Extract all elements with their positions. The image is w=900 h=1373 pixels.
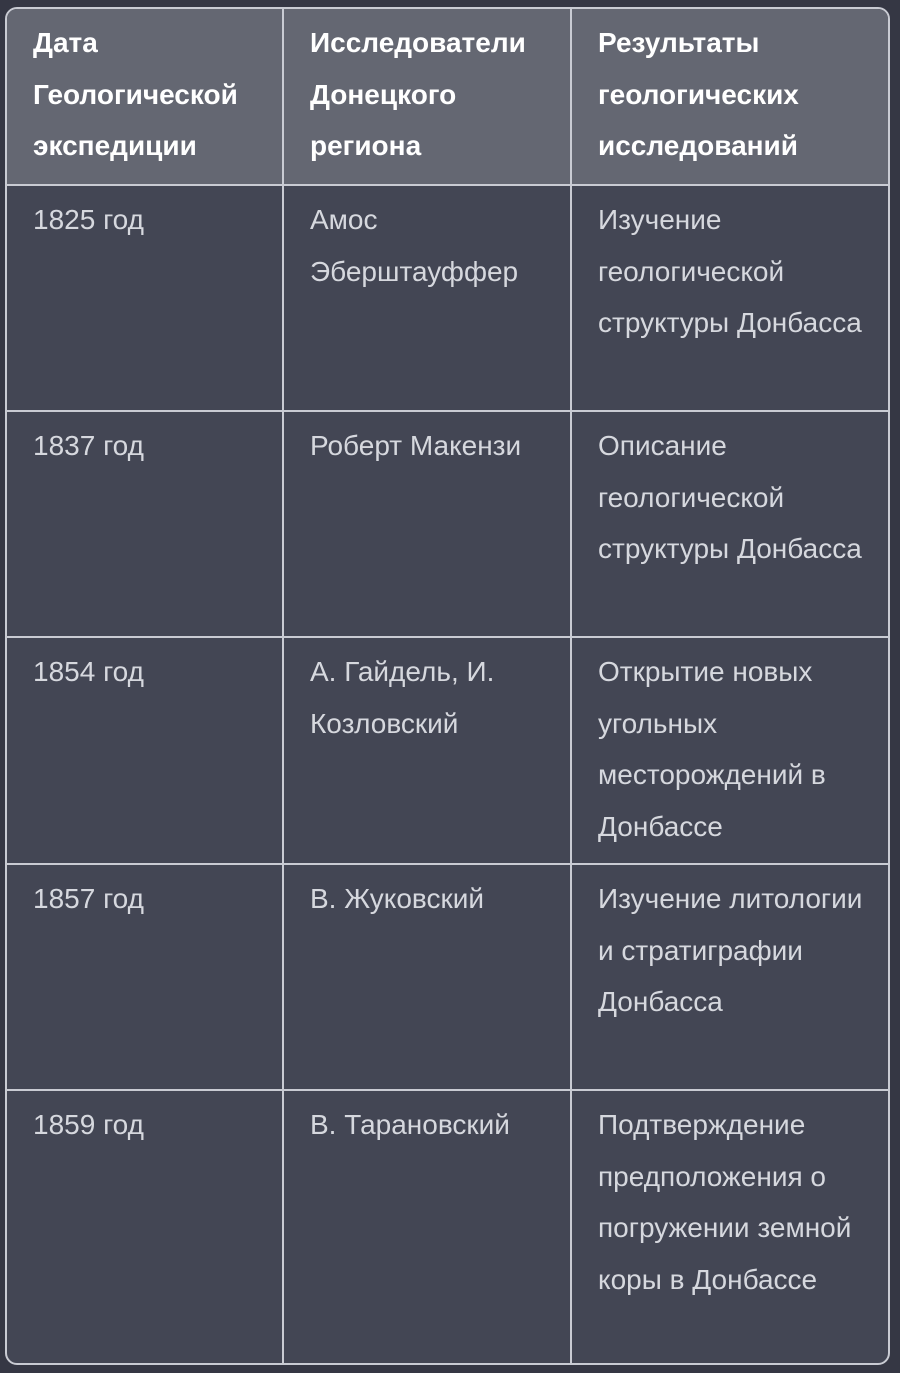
cell-date-text: 1825 год xyxy=(33,204,144,235)
cell-results-text: Открытие новых угольных месторождений в Донбассе xyxy=(598,656,826,843)
header-researchers xyxy=(283,9,571,185)
cell-results xyxy=(571,411,888,637)
table-row xyxy=(7,864,888,1090)
header-date-label: Дата Геологической экспедиции xyxy=(33,27,238,162)
cell-researchers xyxy=(283,637,571,864)
cell-results xyxy=(571,864,888,1090)
cell-researchers-text: А. Гайдель, И. Козловский xyxy=(310,656,495,739)
cell-results xyxy=(571,637,888,864)
table-row xyxy=(7,637,888,864)
cell-results xyxy=(571,1090,888,1363)
table-body xyxy=(7,185,888,1363)
cell-date xyxy=(7,1090,283,1363)
cell-date-text: 1837 год xyxy=(33,430,144,461)
cell-results-text: Изучение геологической структуры Донбасса xyxy=(598,204,862,339)
cell-results xyxy=(571,185,888,411)
header-row xyxy=(7,9,888,185)
cell-researchers xyxy=(283,864,571,1090)
cell-researchers xyxy=(283,411,571,637)
header-researchers-label: Исследователи Донецкого региона xyxy=(310,27,526,162)
table-header xyxy=(7,9,888,185)
header-results-label: Результаты геологических исследований xyxy=(598,27,799,162)
cell-date-text: 1857 год xyxy=(33,883,144,914)
cell-date xyxy=(7,637,283,864)
cell-date xyxy=(7,185,283,411)
cell-researchers-text: Амос Эберштауффер xyxy=(310,204,519,287)
cell-date-text: 1859 год xyxy=(33,1109,144,1140)
header-date xyxy=(7,9,283,185)
expeditions-table-container xyxy=(5,7,890,1365)
expeditions-table xyxy=(7,9,888,1363)
cell-researchers-text: Роберт Макензи xyxy=(310,430,522,461)
cell-date xyxy=(7,864,283,1090)
cell-researchers xyxy=(283,1090,571,1363)
table-row xyxy=(7,185,888,411)
cell-results-text: Подтверждение предположения о погружении земной коры в Донбассе xyxy=(598,1109,852,1296)
cell-researchers-text: В. Жуковский xyxy=(310,883,485,914)
table-row xyxy=(7,411,888,637)
table-row xyxy=(7,1090,888,1363)
cell-results-text: Описание геологической структуры Донбасса xyxy=(598,430,862,565)
header-results xyxy=(571,9,888,185)
cell-date-text: 1854 год xyxy=(33,656,144,687)
cell-results-text: Изучение литологии и стратиграфии Донбасса xyxy=(598,883,863,1018)
cell-date xyxy=(7,411,283,637)
cell-researchers-text: В. Тарановский xyxy=(310,1109,510,1140)
cell-researchers xyxy=(283,185,571,411)
